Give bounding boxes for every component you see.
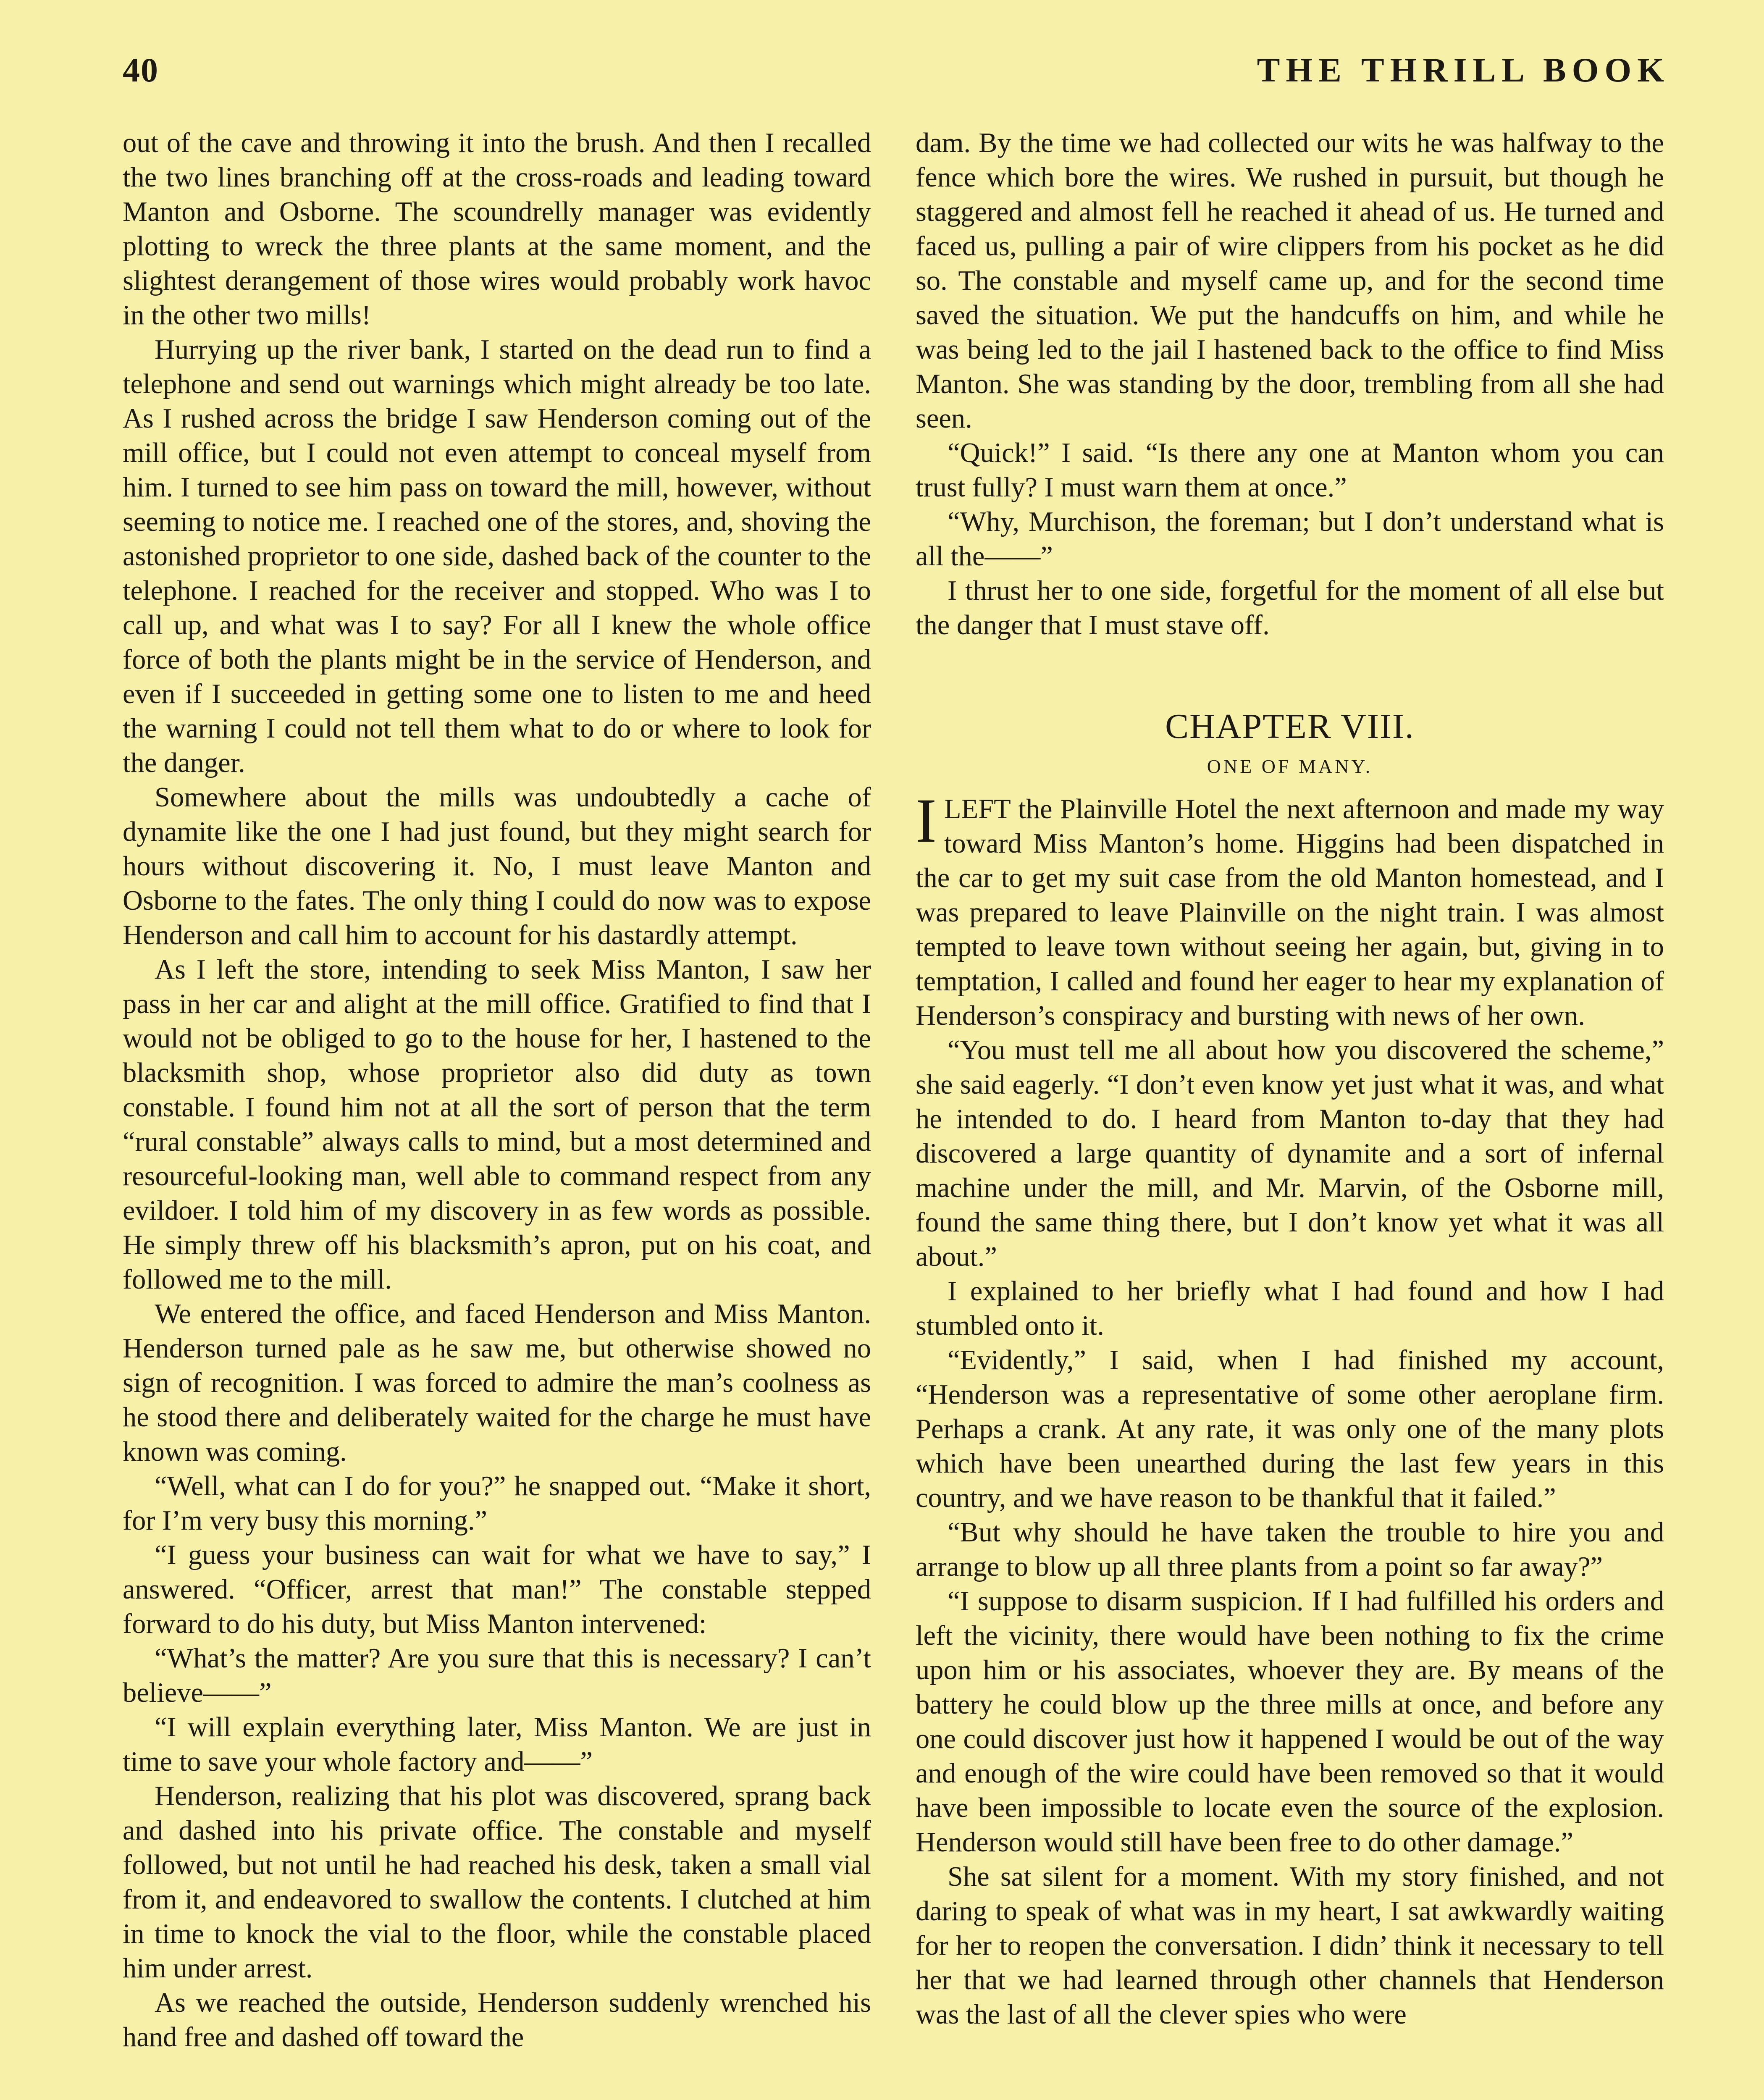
- opening-text: LEFT the Plainville Hotel the next afternoon and made my way toward Miss Manton’s home. Higgins had been dispatched in the car to get my suit case from the old Manton homestead, and I was prepared to leave Plainville on the night train. I was almost tempted to leave town without seeing her again, but, giving in to temptation, I called and found her eager to hear my explanation of Henderson’s conspiracy and bursting with news of her own.: [916, 794, 1664, 1031]
- paragraph: I explained to her briefly what I had found and how I had stumbled onto it.: [916, 1276, 1664, 1341]
- paragraph: Somewhere about the mills was undoubtedly a cache of dynamite like the one I had just found, but they might search for hours without discovering it. No, I must leave Manton and Osborne to the fates. The only thing I could do now was to expose Henderson and call him to account for his dastardly attempt.: [123, 782, 871, 950]
- paragraph: “But why should he have taken the trouble to hire you and arrange to blow up all three plants from a point so far away?”: [916, 1517, 1664, 1582]
- paragraph: “What’s the matter? Are you sure that this is necessary? I can’t believe——”: [123, 1643, 871, 1708]
- paragraph: We entered the office, and faced Henderson and Miss Manton. Henderson turned pale as he saw me, but otherwise showed no sign of recognition. I was forced to admire the man’s coolness as he stood there and deliberately waited for the charge he must have known was coming.: [123, 1299, 871, 1467]
- paragraph: As we reached the outside, Henderson suddenly wrenched his hand free and dashed off toward the: [123, 1987, 871, 2053]
- page-number: 40: [123, 51, 159, 89]
- paragraph: “You must tell me all about how you discovered the scheme,” she said eagerly. “I don’t even know yet just what it was, and what he intended to do. I heard from Manton to-day that they had discovered a large quantity of dynamite and a sort of infernal machine under the mill, and Mr. Marvin, of the Osborne mill, found the same thing there, but I don’t know yet what it was all about.”: [916, 1035, 1664, 1272]
- paragraph: “I will explain everything later, Miss Manton. We are just in time to save your whole factory and——”: [123, 1712, 871, 1777]
- paragraph: dam. By the time we had collected our wits he was halfway to the fence which bore the wires. We rushed in pursuit, but though he staggered and almost fell he reached it ahead of us. He turned and faced us, pulling a pair of wire clippers from his pocket as he did so. The constable and myself came up, and for the second time saved the situation. We put the handcuffs on him, and while he was being led to the jail I hastened back to the office to find Miss Manton. She was standing by the door, trembling from all she had seen.: [916, 128, 1664, 434]
- paragraph: “Well, what can I do for you?” he snapped out. “Make it short, for I’m very busy this morning.”: [123, 1471, 871, 1536]
- chapter-subtitle: ONE OF MANY.: [1207, 756, 1373, 777]
- paragraph: I thrust her to one side, forgetful for the moment of all else but the danger that I must stave off.: [916, 575, 1664, 640]
- running-head: THE THRILL BOOK: [1257, 51, 1670, 89]
- paragraph: She sat silent for a moment. With my story finished, and not daring to speak of what was in my heart, I sat awkwardly waiting for her to reopen the conversation. I didn’ think it necessary to tell her that we had learned through other channels that Henderson was the last of all the clever spies who were: [916, 1861, 1664, 2030]
- paragraph: “Quick!” I said. “Is there any one at Manton whom you can trust fully? I must warn them at once.”: [916, 438, 1664, 503]
- chapter-opening-paragraph: [916, 786, 1664, 1033]
- paragraph: “I guess your business can wait for what we have to say,” I answered. “Officer, arrest that man!” The constable stepped forward to do his duty, but Miss Manton intervened:: [123, 1540, 871, 1639]
- paragraph: Hurrying up the river bank, I started on the dead run to find a telephone and send out warnings which might already be too late. As I rushed across the bridge I saw Henderson coming out of the mill office, but I could not even attempt to conceal myself from him. I turned to see him pass on toward the mill, however, without seeming to notice me. I reached one of the stores, and, shoving the astonished proprietor to one side, dashed back of the counter to the telephone. I reached for the receiver and stopped. Who was I to call up, and what was I to say? For all I knew the whole office force of both the plants might be in the service of Henderson, and even if I succeeded in getting some one to listen to me and heed the warning I could not tell them what to do or where to look for the danger.: [123, 334, 871, 778]
- page-header: [123, 50, 1670, 101]
- paragraph: Henderson, realizing that his plot was discovered, sprang back and dashed into his private office. The constable and myself followed, but not until he had reached his desk, taken a small vial from it, and endeavored to swallow the contents. I clutched at him in time to knock the vial to the floor, while the constable placed him under arrest.: [123, 1781, 871, 1984]
- paragraph: As I left the store, intending to seek Miss Manton, I saw her pass in her car and alight at the mill office. Gratified to find that I would not be obliged to go to the house for her, I hastened to the blacksmith shop, whose proprietor also did duty as town constable. I found him not at all the sort of person that the term “rural constable” always calls to mind, but a most determined and resourceful-looking man, well able to command respect from any evildoer. I told him of my discovery in as few words as possible. He simply threw off his blacksmith’s apron, put on his coat, and followed me to the mill.: [123, 954, 871, 1295]
- paragraph: “Evidently,” I said, when I had finished my account, “Henderson was a representative of some other aeroplane firm. Perhaps a crank. At any rate, it was only one of the many plots which have been unearthed during the last few years in this country, and we have reason to be thankful that it failed.”: [916, 1345, 1664, 1513]
- left-column: [123, 126, 871, 2055]
- paragraph: “Why, Murchison, the foreman; but I don’t understand what is all the——”: [916, 507, 1664, 572]
- chapter-heading: CHAPTER VIII.: [1165, 707, 1415, 746]
- paragraph: “I suppose to disarm suspicion. If I had fulfilled his orders and left the vicinity, there would have been nothing to fix the crime upon him or his associates, whoever they are. By means of the battery he could blow up the three mills at once, and before any one could discover just how it happened I would be out of the way and enough of the wire could have been removed so that it would have been impossible to locate even the source of the explosion. Henderson would still have been free to do other damage.”: [916, 1586, 1664, 1858]
- paragraph: out of the cave and throwing it into the brush. And then I recalled the two lines branching off at the cross-roads and leading toward Manton and Osborne. The scoundrelly manager was evidently plotting to wreck the three plants at the same moment, and the slightest derangement of those wires would probably work havoc in the other two mills!: [123, 128, 871, 331]
- drop-cap: I: [916, 786, 937, 856]
- right-column: [916, 126, 1664, 2032]
